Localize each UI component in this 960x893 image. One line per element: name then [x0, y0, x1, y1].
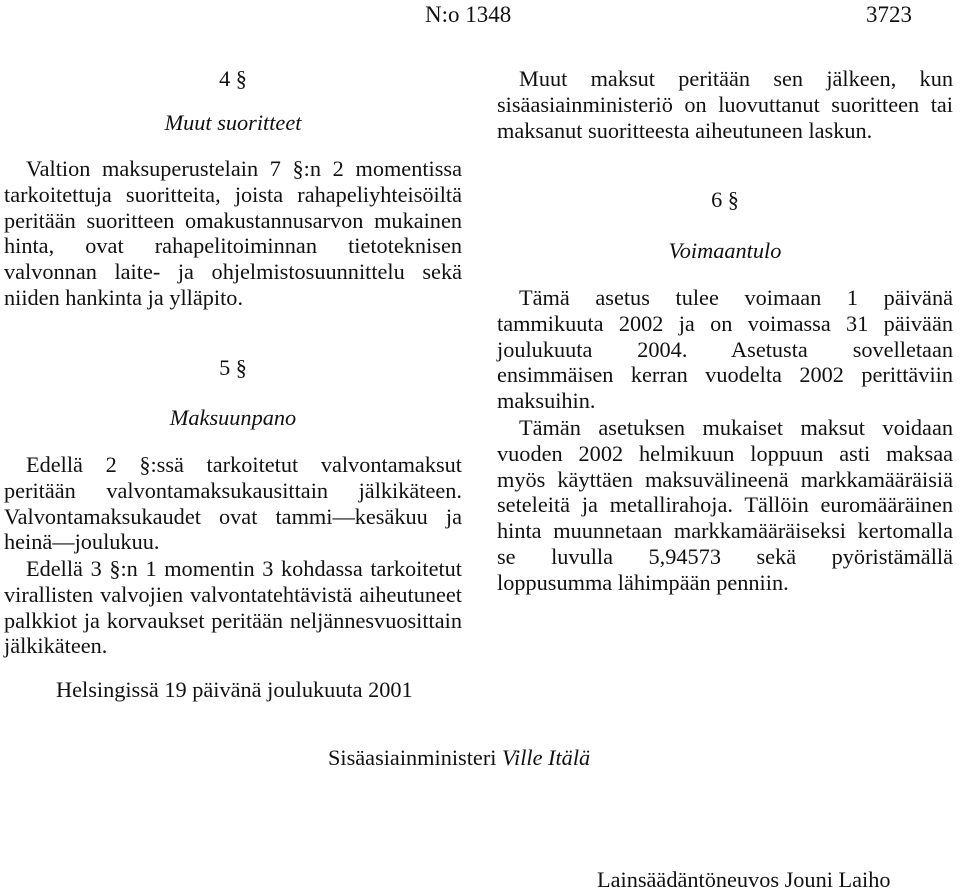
section-6-paragraph-1: Tämä asetus tulee voimaan 1 päivänä tammikuuta 2002 ja on voimassa 31 päivään joulukuuta 2004. Asetusta sovelletaan ensimmäisen kerran vuodelta 2002 perittäviin maksuihin. — [497, 285, 953, 414]
statute-number: N:o 1348 — [425, 2, 512, 27]
section-4-title: Muut suoritteet — [164, 110, 302, 135]
place-and-date: Helsingissä 19 päivänä joulukuuta 2001 — [56, 677, 413, 702]
page-header — [0, 0, 960, 30]
section-6-paragraph-2: Tämän asetuksen mukaiset maksut voidaan vuoden 2002 helmikuun loppuun asti maksaa myös käyttäen maksuvälineenä markkamääräisiä seteleitä ja metallirahoja. Tällöin euromääräinen hinta muunnetaan markkamääräiseksi kertomalla se luvulla 5,94573 sekä pyöristämällä loppusumma lähimpään penniin. — [497, 415, 953, 595]
minister-name: Ville Itälä — [502, 745, 591, 770]
section-4-paragraph: Valtion maksuperustelain 7 §:n 2 momentissa tarkoitettuja suoritteita, joista rahapeliyhteisöiltä peritään suoritteen omakustannusarvon mukainen hinta, ovat rahapelitoiminnan tietoteknisen valvonnan laite- ja ohjelmistosuunnittelu sekä niiden hankinta ja ylläpito. — [4, 156, 462, 310]
minister-title: Sisäasiainministeri — [328, 745, 497, 770]
section-5-number: 5 § — [219, 355, 247, 380]
section-6-number: 6 § — [711, 187, 739, 212]
counsel-signature: Lainsäädäntöneuvos Jouni Laiho — [597, 867, 891, 892]
other-fees-paragraph: Muut maksut peritään sen jälkeen, kun sisäasiainministeriö on luovuttanut suoritteen tai maksanut suoritteesta aiheutuneen laskun. — [497, 66, 953, 143]
section-5-title: Maksuunpano — [169, 405, 297, 430]
section-5-paragraph-2: Edellä 3 §:n 1 momentin 3 kohdassa tarkoitetut virallisten valvojien valvontatehtävistä aiheutuneet palkkiot ja korvaukset peritään neljännesvuosittain jälkikäteen. — [4, 556, 462, 659]
section-6-title: Voimaantulo — [668, 238, 782, 263]
page-number: 3723 — [866, 2, 912, 27]
section-5-paragraph-1: Edellä 2 §:ssä tarkoitetut valvontamaksut peritään valvontamaksukausittain jälkikäteen. Valvontamaksukaudet ovat tammi—kesäkuu ja heinä—joulukuu. — [4, 452, 462, 555]
section-4-number: 4 § — [219, 66, 247, 91]
minister-signature — [328, 745, 590, 771]
